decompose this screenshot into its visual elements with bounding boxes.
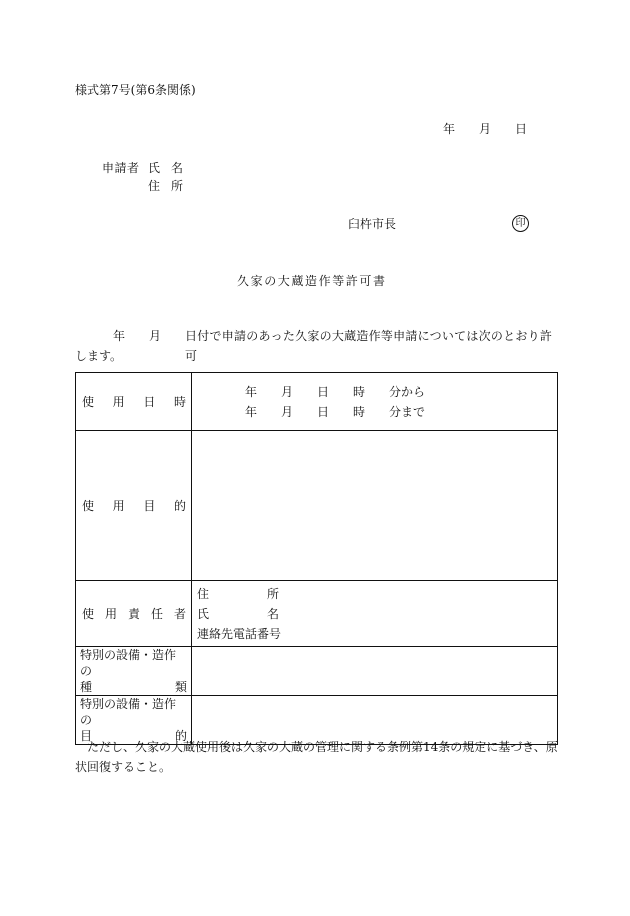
responsible-name — [197, 604, 279, 624]
purpose-label — [76, 431, 192, 581]
footer-note — [75, 737, 560, 777]
date-year: 年 — [443, 122, 456, 136]
form-number: 様式第7号(第6条関係) — [75, 83, 196, 97]
applicant-name-field — [148, 160, 183, 176]
responsible-row — [76, 581, 558, 647]
body-paragraph — [75, 326, 560, 366]
footer-line2: 状回復すること。 — [75, 760, 172, 774]
purpose-row — [76, 431, 558, 581]
responsible-name-char-2: 名 — [266, 606, 279, 621]
responsible-label-char-5: 者 — [173, 607, 186, 621]
special-type-value — [192, 647, 558, 696]
usage-to-part-1: 年 — [245, 404, 258, 419]
issuer-name: 臼杵市長 — [348, 217, 397, 231]
body-line2: します。 — [75, 349, 123, 363]
footer-line1: ただし、久家の大蔵使用後は久家の大蔵の管理に関する条例第14条の規定に基づき、原 — [87, 740, 558, 754]
special-type-label-line1: 特別の設備・造作の — [80, 648, 177, 678]
responsible-label-char-3: 責 — [127, 607, 140, 621]
usage-to-part-5: 分まで — [388, 404, 425, 419]
responsible-label-char-2: 用 — [104, 607, 117, 621]
usage-datetime-label-char-1: 使 — [82, 395, 95, 409]
usage-from-part-1: 年 — [245, 384, 258, 399]
usage-from-part-4: 時 — [352, 384, 365, 399]
body-line1-text: 日付で申請のあった久家の大蔵造作等申請については次のとおり許可 — [185, 329, 553, 363]
usage-datetime-value — [192, 373, 558, 431]
usage-from-part-3: 日 — [316, 384, 329, 399]
seal-icon: 印 — [512, 215, 529, 232]
responsible-phone: 連絡先電話番号 — [197, 626, 282, 641]
purpose-label-char-4: 的 — [173, 499, 186, 513]
applicant-name-char-1: 氏 — [148, 161, 161, 175]
usage-to-part-4: 時 — [352, 404, 365, 419]
applicant-label: 申請者 — [102, 161, 140, 175]
date-day: 日 — [514, 122, 527, 136]
applicant-address-char-2: 所 — [170, 179, 183, 193]
date-month: 月 — [478, 122, 491, 136]
document-title: 久家の大蔵造作等許可書 — [237, 274, 387, 288]
usage-to-part-3: 日 — [316, 404, 329, 419]
usage-from-part-5: 分から — [388, 384, 425, 399]
usage-datetime-label-char-2: 用 — [112, 395, 125, 409]
usage-datetime-row — [76, 373, 558, 431]
special-type-label — [76, 647, 192, 696]
responsible-name-char-1: 氏 — [197, 606, 210, 621]
responsible-label — [76, 581, 192, 647]
special-purpose-label-line1: 特別の設備・造作の — [80, 697, 177, 727]
responsible-label-char-1: 使 — [82, 607, 95, 621]
applicant-address-char-1: 住 — [148, 179, 161, 193]
usage-datetime-label-char-3: 日 — [143, 395, 156, 409]
applicant-address-field — [148, 178, 183, 194]
responsible-value — [192, 581, 558, 647]
usage-to-part-2: 月 — [280, 404, 293, 419]
usage-datetime-label-char-4: 時 — [173, 395, 186, 409]
responsible-address-char-1: 住 — [197, 586, 210, 601]
responsible-address-char-2: 所 — [266, 586, 279, 601]
special-type-char-2: 類 — [174, 680, 187, 694]
body-month: 月 — [149, 329, 162, 343]
usage-datetime-label — [76, 373, 192, 431]
usage-from-part-2: 月 — [280, 384, 293, 399]
special-type-row — [76, 647, 558, 696]
special-type-label-line2 — [80, 679, 187, 695]
responsible-address — [197, 584, 279, 604]
special-type-char-1: 種 — [80, 680, 93, 694]
body-year: 年 — [113, 329, 126, 343]
date-line — [443, 121, 527, 137]
applicant-name-char-2: 名 — [170, 161, 183, 175]
special-purpose-char-2: 的 — [174, 729, 187, 743]
special-purpose-char-1: 目 — [80, 729, 93, 743]
purpose-value — [192, 431, 558, 581]
purpose-label-char-1: 使 — [82, 499, 95, 513]
purpose-label-char-3: 目 — [143, 499, 156, 513]
responsible-label-char-4: 任 — [150, 607, 163, 621]
purpose-label-char-2: 用 — [112, 499, 125, 513]
permit-table — [75, 372, 558, 745]
